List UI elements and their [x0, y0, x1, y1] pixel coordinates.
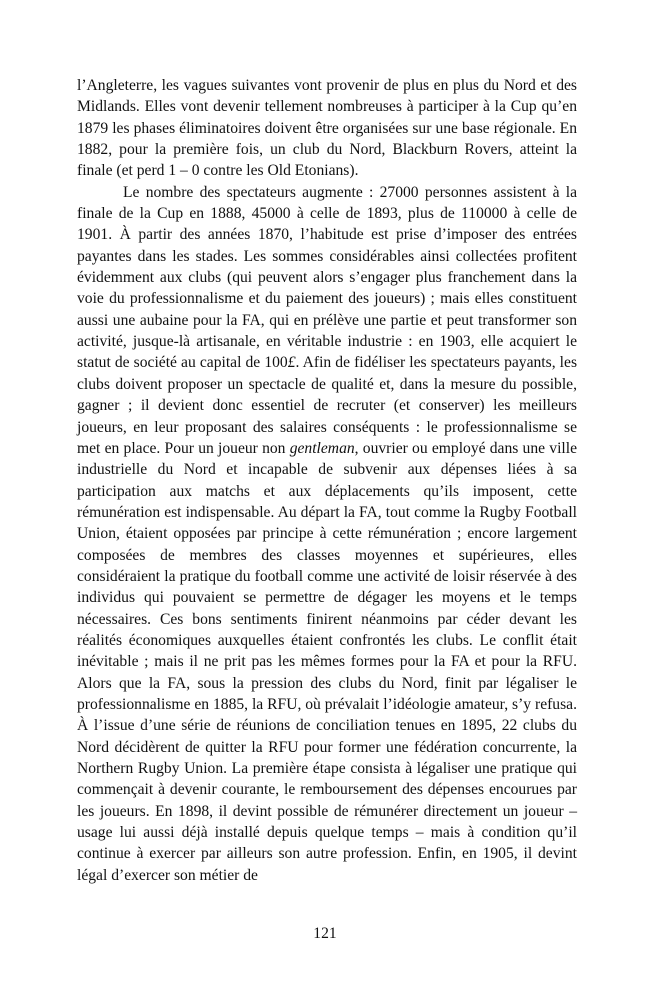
pound-sign: £	[287, 354, 296, 372]
paragraph-2-text-part-2: . Afin de fidéliser les spectateurs payants, les clubs doivent proposer un spectacle de qualité et, dans la mesure du possible, gagner ; il devient donc essentiel de recruter (et conserver) les meilleurs joueurs, en leur proposant des salaires conséquents : le professionnalisme se met en place. Pour un joueur non	[77, 354, 578, 457]
paragraph-2-text-part-3: , ouvrier ou employé dans une ville industrielle du Nord et incapable de subvenir aux dépenses liées à sa participation aux matchs et aux déplacements qu’ils imposent, cette rémunération est indispensable. Au départ la FA, tout comme la Rugby Football Union, étaient opposées par principe à cette rémunération ; encore largement composées de membres des classes moyennes et supérieures, elles considéraient la pratique du football comme une activité de loisir réservée à des individus qui pouvaient se permettre de dégager les moyens et le temps nécessaires. Ces bons sentiments finirent néanmoins par céder devant les réalités économiques auxquelles étaient confrontés les clubs. Le conflit était inévitable ; mais il ne prit pas les mêmes formes pour la FA et pour la RFU. Alors que la FA, sous la pression des clubs du Nord, finit par légaliser le professionnalisme en 1885, la RFU, où prévalait l’idéologie amateur, s’y refusa. À l’issue d’une série de réunions de conciliation tenues en 1895, 22 clubs du Nord décidèrent de quitter la RFU pour former une fédération concurrente, la Northern Rugby Union. La première étape consista à légaliser une pratique qui commençait à devenir courante, le remboursement des dépenses encourues par les joueurs. En 1898, il devint possible de rémunérer directement un joueur – usage lui aussi déjà installé depuis quelque temps – mais à condition qu’il continue à exercer par ailleurs son autre profession. Enfin, en 1905, il devint légal d’exercer son métier de	[77, 439, 578, 884]
body-text	[77, 75, 577, 886]
paragraph-1-text: l’Angleterre, les vagues suivantes vont provenir de plus en plus du Nord et des Midlands. Elles vont devenir tellement nombreuses à participer à la Cup qu’en 1879 les phases éliminatoires doivent être organisées sur une base régionale. En 1882, pour la première fois, un club du Nord, Blackburn Rovers, atteint la finale (et perd 1 – 0 contre les Old Etonians).	[77, 77, 577, 180]
paragraph-2-text-part-1: Le nombre des spectateurs augmente : 27000 personnes assistent à la finale de la Cup en 1888, 45000 à celle de 1893, plus de 110000 à celle de 1901. À partir des années 1870, l’habitude est prise d’imposer des entrées payantes dans les stades. Les sommes considérables ainsi collectées profitent évidemment aux clubs (qui peuvent alors s’engager plus franchement dans la voie du professionnalisme et du paiement des joueurs) ; mais elles constituent aussi une aubaine pour la FA, qui en prélève une partie et peut transformer son activité, jusque-là artisanale, en véritable industrie : en 1903, elle acquiert le statut de société au capital de 100	[77, 183, 577, 372]
paragraph-2	[77, 182, 577, 886]
page-number: 121	[313, 925, 337, 942]
italic-term-gentleman: gentleman	[289, 439, 355, 457]
paragraph-1	[77, 75, 577, 182]
